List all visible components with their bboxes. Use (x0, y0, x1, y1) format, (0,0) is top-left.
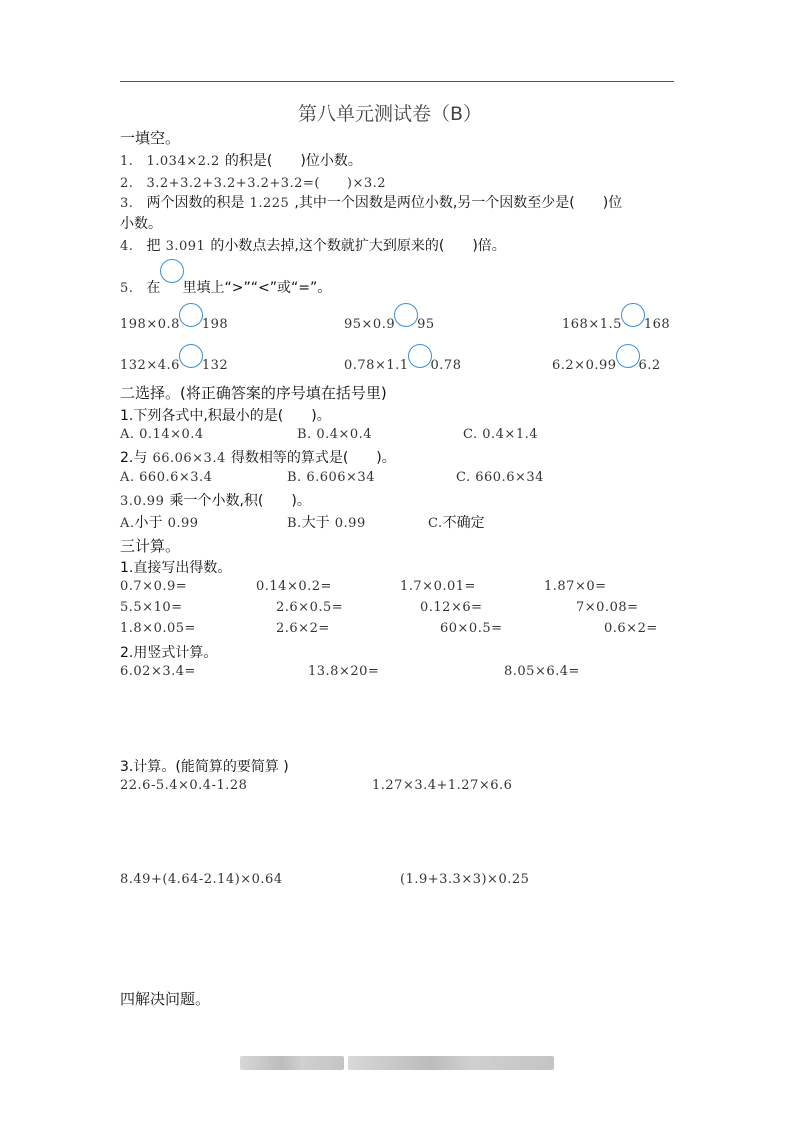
vertical-item: 8.05×6.4= (504, 664, 580, 679)
question-text-b: 得数相等的算式是( )。 (230, 450, 396, 466)
compare-left: 6.2×0.99 (552, 357, 617, 373)
direct-item: 1.7×0.01= (400, 579, 476, 594)
direct-item: 60×0.5= (440, 621, 503, 636)
compare-item-4 (120, 353, 228, 377)
question-text-a: 两个因数的积是 (146, 195, 245, 211)
choice-option-a[interactable] (120, 512, 199, 532)
compare-right: 0.78 (430, 357, 462, 373)
footer-watermark (240, 1056, 344, 1070)
question-text-b: 里填上“>”“<”或“=”。 (182, 280, 332, 296)
choice-option-c[interactable]: C. 0.4×1.4 (463, 427, 538, 442)
compare-left: 0.78×1.1 (344, 357, 409, 373)
question-1-4 (120, 235, 506, 255)
simplify-item: 1.27×3.4+1.27×6.6 (372, 778, 513, 793)
question-number: 3. (120, 196, 134, 211)
choice-option-b[interactable] (287, 512, 366, 532)
answer-circle-icon[interactable] (621, 303, 645, 327)
question-number: 2. (120, 176, 134, 191)
expression: 1.225 (249, 196, 290, 211)
compare-item-1 (120, 312, 228, 336)
direct-item: 7×0.08= (576, 600, 639, 615)
option-letter: A. (120, 516, 135, 531)
question-text-b: 的小数点去掉,这个数就扩大到原来的( )倍。 (210, 238, 506, 254)
vertical-item: 6.02×3.4= (120, 664, 196, 679)
question-number: 1. (120, 154, 134, 169)
direct-item: 0.6×2= (604, 621, 658, 636)
page-title: 第八单元测试卷（B） (298, 103, 483, 125)
question-number: 4. (120, 239, 134, 254)
question-1-1 (120, 150, 362, 170)
direct-item: 1.8×0.05= (120, 621, 196, 636)
question-number: 3.0.99 (120, 494, 165, 509)
footer-watermark (348, 1056, 554, 1070)
header-rule (120, 81, 674, 82)
section-3-heading: 三计算。 (120, 537, 181, 555)
choice-option-c[interactable]: C. 660.6×34 (456, 470, 544, 485)
direct-item: 5.5×10= (120, 600, 183, 615)
section-2-heading: 二选择。(将正确答案的序号填在括号里) (120, 384, 387, 402)
compare-right: 168 (643, 316, 671, 332)
choice-option-c[interactable] (428, 512, 485, 532)
compare-item-5 (344, 353, 461, 377)
subsection-vertical: 2.用竖式计算。 (120, 645, 218, 661)
direct-item: 2.6×0.5= (276, 600, 344, 615)
compare-right: 6.2 (638, 357, 661, 373)
answer-circle-icon[interactable] (616, 344, 640, 368)
option-text: 大于 (301, 515, 330, 531)
expression: 1.034×2.2 (146, 154, 220, 169)
option-value: 0.99 (167, 516, 199, 531)
choice-option-b[interactable]: B. 6.606×34 (287, 470, 375, 485)
direct-item: 0.14×0.2= (256, 579, 332, 594)
question-text-a: 2.与 (120, 450, 148, 466)
question-text-b: ,其中一个因数是两位小数,另一个因数至少是( )位 (294, 195, 623, 211)
question-1-2 (120, 172, 386, 191)
direct-item: 0.7×0.9= (120, 579, 188, 594)
direct-item: 2.6×2= (276, 621, 330, 636)
question-text: 的积是( )位小数。 (224, 153, 362, 169)
question-1-5 (120, 268, 331, 297)
choice-option-a[interactable]: A. 660.6×3.4 (120, 470, 213, 485)
option-letter: C. (428, 516, 443, 531)
compare-left: 95×0.9 (344, 316, 396, 332)
compare-right: 95 (417, 316, 435, 332)
answer-circle-icon[interactable] (408, 344, 432, 368)
choice-question-3 (120, 490, 311, 510)
compare-right: 198 (201, 316, 229, 332)
option-text: 小于 (134, 515, 163, 531)
option-letter: B. (287, 516, 302, 531)
section-1-heading: 一填空。 (120, 129, 181, 147)
subsection-simplify: 3.计算。(能简算的要简算 ) (120, 759, 289, 775)
question-number: 5. (120, 281, 134, 296)
question-1-3 (120, 192, 622, 212)
option-value: 0.99 (334, 516, 366, 531)
answer-circle-icon[interactable] (179, 344, 203, 368)
expression: 3.2+3.2+3.2+3.2+3.2=( )×3.2 (146, 176, 387, 191)
question-text-a: 在 (146, 280, 161, 296)
direct-item: 1.87×0= (544, 579, 607, 594)
subsection-direct: 1.直接写出得数。 (120, 560, 232, 576)
simplify-item: (1.9+3.3×3)×0.25 (400, 872, 530, 887)
simplify-item: 22.6-5.4×0.4-1.28 (120, 778, 248, 793)
compare-right: 132 (201, 357, 229, 373)
choice-option-a[interactable]: A. 0.14×0.4 (120, 427, 204, 442)
expression: 66.06×3.4 (152, 451, 226, 466)
compare-item-3 (562, 312, 670, 336)
choice-option-b[interactable]: B. 0.4×0.4 (297, 427, 373, 442)
compare-left: 132×4.6 (120, 357, 180, 373)
option-text: 不确定 (442, 515, 485, 531)
question-text-a: 把 (146, 238, 161, 254)
answer-circle-icon (160, 259, 184, 283)
compare-item-2 (344, 312, 435, 336)
compare-left: 168×1.5 (562, 316, 622, 332)
answer-circle-icon[interactable] (394, 303, 418, 327)
direct-item: 0.12×6= (420, 600, 483, 615)
answer-circle-icon[interactable] (179, 303, 203, 327)
section-4-heading: 四解决问题。 (120, 990, 211, 1008)
choice-question-2 (120, 447, 396, 467)
simplify-item: 8.49+(4.64-2.14)×0.64 (120, 872, 283, 887)
vertical-item: 13.8×20= (308, 664, 380, 679)
question-1-3-continued: 小数。 (120, 216, 162, 232)
compare-item-6 (552, 353, 661, 377)
expression: 3.091 (165, 239, 206, 254)
choice-question-1: 1.下列各式中,积最小的是( )。 (120, 408, 331, 424)
compare-left: 198×0.8 (120, 316, 180, 332)
question-text: 乘一个小数,积( )。 (169, 493, 311, 509)
